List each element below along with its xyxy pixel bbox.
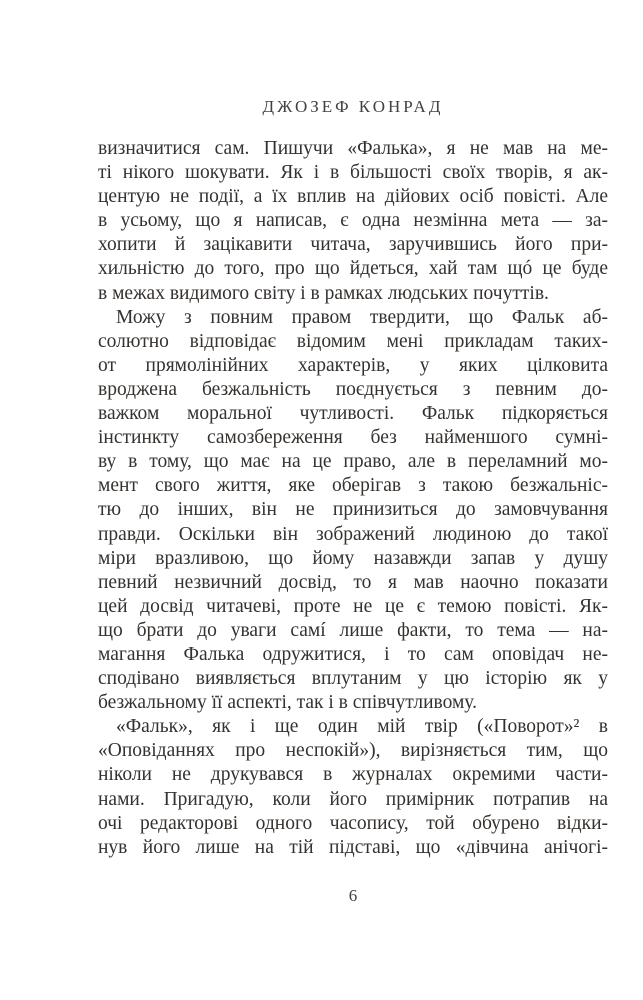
text-line: «Фальк», як і ще один мій твір («Поворот»² в	[116, 716, 608, 738]
text-line: визначитися сам. Пишучи «Фалька», я не мав на ме-	[98, 138, 608, 159]
text-line: сподівано виявляється вплутаним у цю історію як у	[98, 668, 608, 690]
text-line: хопити й зацікавити читача, заручившись його при-	[98, 234, 608, 256]
text-line: нув його лише на тій підставі, що «дівчина анічогі-	[98, 836, 608, 858]
text-line: очі редакторові одного часопису, той обурено відки-	[98, 812, 608, 834]
text-line: вроджена безжальність поєднується з певним до-	[98, 378, 608, 400]
text-line: хильністю до того, про що йдеться, хай там щó це буде	[98, 258, 608, 280]
text-line: Можу з повним правом твердити, що Фальк аб-	[116, 306, 608, 328]
text-line: ніколи не друкувався в журналах окремими части-	[98, 764, 608, 786]
text-line: певний незвичний досвід, то я мав наочно показати	[98, 571, 608, 593]
text-line: безжальному її аспекті, так і в співчутливому.	[98, 692, 477, 714]
body-text	[98, 137, 608, 860]
text-line: що брати до уваги самí лише факти, то тема — на-	[98, 619, 608, 641]
text-line: мент свого життя, яке оберігав з такою безжальніс-	[98, 475, 608, 497]
text-line: ву в тому, що має на це право, але в переламний мо-	[98, 451, 608, 473]
text-line: нами. Пригадую, коли його примірник потрапив на	[98, 788, 608, 810]
text-line: от прямолінійних характерів, у яких цілковита	[98, 354, 608, 376]
text-line: «Оповіданнях про неспокій»), вирізняється тим, що	[98, 740, 608, 762]
text-line: інстинкту самозбереження без найменшого сумні-	[98, 427, 608, 449]
text-line: важком моральної чутливості. Фальк підкоряється	[98, 403, 608, 425]
text-line: магання Фалька одружитися, і то сам оповідач не-	[98, 643, 608, 665]
text-line: ті нікого шокувати. Як і в більшості своїх творів, я ак-	[98, 162, 608, 184]
text-line: в усьому, що я написав, є одна незмінна мета — за-	[98, 210, 608, 232]
text-line: міри вразливою, що йому назавжди запав у душу	[98, 547, 608, 569]
text-line: цей досвід читачеві, проте не це є темою повісті. Як-	[98, 595, 608, 617]
text-line: в межах видимого світу і в рамках людських почуттів.	[98, 282, 549, 304]
text-line: правди. Оскільки він зображений людиною до такої	[98, 523, 608, 545]
text-line: центую не події, а їх вплив на дійових осіб повісті. Але	[98, 186, 608, 208]
text-line: тю до інших, він не принизиться до замовчування	[98, 499, 608, 521]
text-line: солютно відповідає відомим мені прикладам таких-	[98, 330, 608, 352]
page-number: 6	[348, 886, 358, 905]
running-header-author: ДЖОЗЕФ КОНРАД	[262, 97, 444, 116]
